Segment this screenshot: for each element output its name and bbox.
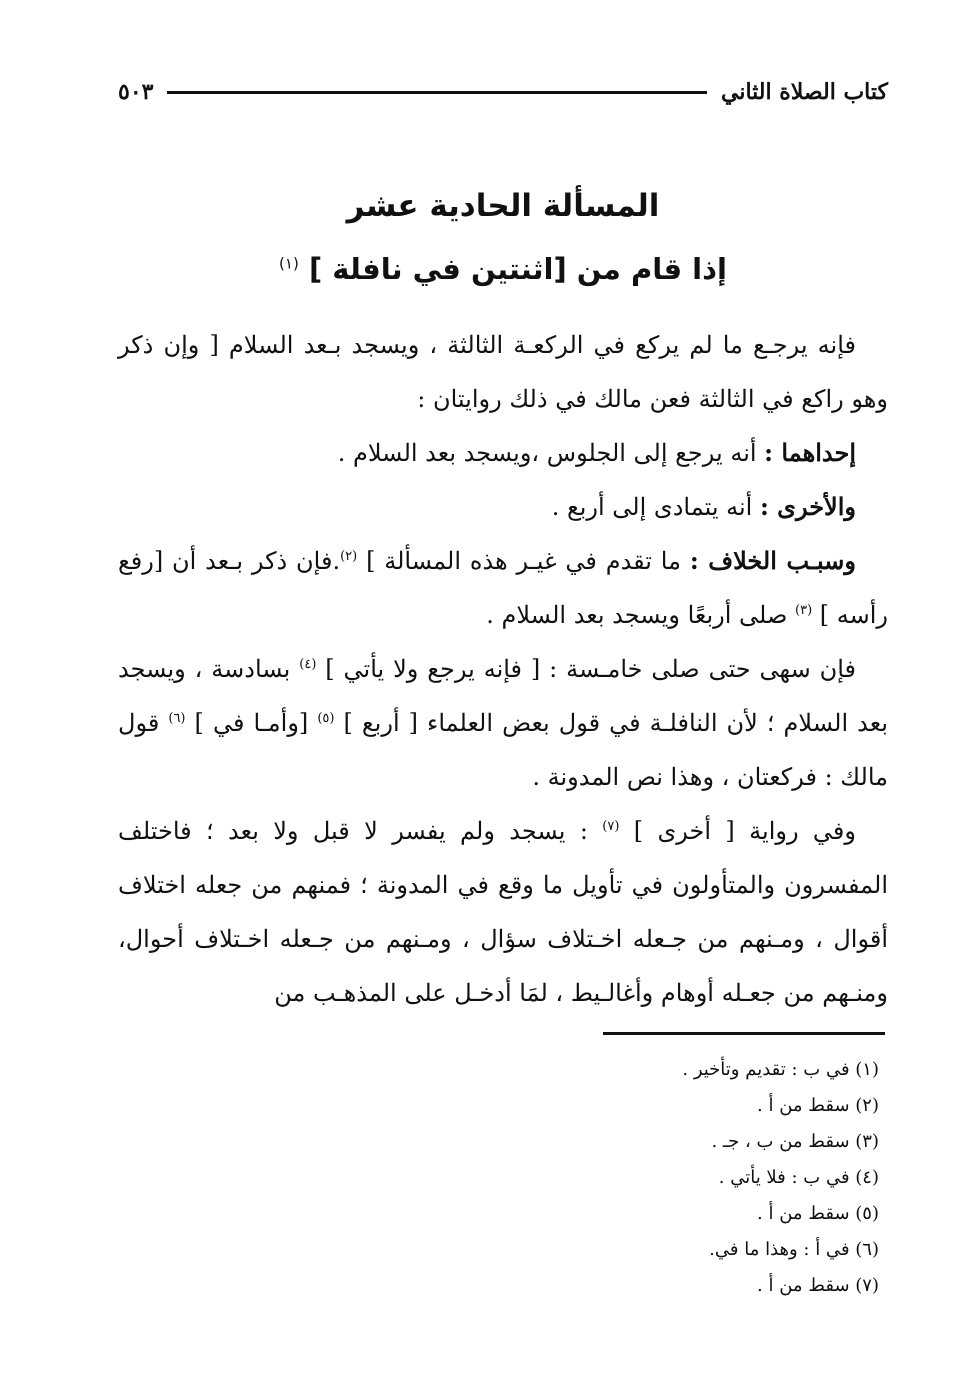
footnote-marker: (٣) <box>795 603 813 618</box>
paragraph <box>118 480 888 534</box>
paragraph-label: والأخرى : <box>759 492 856 521</box>
paragraph-text: ما تقدم في غيـر هذه المسألة ] <box>357 547 690 575</box>
section-subtitle <box>118 252 888 286</box>
paragraph: فإنه يرجـع ما لم يركع في الركعـة الثالثة ، ويسجد بـعد السلام [ وإن ذكر وهو راكع في الثالثة فعن مالك في ذلك روايتان : <box>118 331 888 413</box>
footnote-marker: (٤) <box>299 657 317 672</box>
footnote-marker: (١) <box>279 254 299 273</box>
footnote-marker: (٥) <box>317 711 335 726</box>
paragraph-text: صلى أربعًا ويسجد بعد السلام . <box>486 601 795 629</box>
footnote: (٣) سقط من ب ، جـ . <box>711 1131 879 1152</box>
running-header <box>118 72 888 112</box>
paragraph-text: : يسجد ولم يفسر لا قبل ولا بعد ؛ فاختلف المفسرون والمتأولون في تأويل ما وقع في المدونة ؛ فمنهم من جعله اختلاف أقوال ، ومـنهم من جـعله اخـتلاف سؤال ، ومـنهم من جـعله اخـتلاف أحوال، ومنـهم من جعـله أوهام وأغالـيط ، لمَا أدخـل على المذهـب من <box>118 817 888 1007</box>
header-rule <box>167 91 707 94</box>
paragraph-text: فإن سهى حتى صلى خامـسة : [ فإنه يرجع ولا يأتي ] <box>316 655 857 683</box>
paragraph-text: بسادسة ، ويسجد بعد السلام ؛ لأن النافلـة في قول بعض العلماء [ أربع ] <box>118 655 889 737</box>
paragraph <box>118 534 888 642</box>
footnote: (٤) في ب : فلا يأتي . <box>718 1167 879 1188</box>
paragraph-text: أنه يتمادى إلى أربع . <box>551 493 760 521</box>
paragraph <box>118 642 888 804</box>
footnote-marker: (٦) <box>168 711 186 726</box>
footnote: (٥) سقط من أ . <box>757 1203 879 1224</box>
subtitle-text: إذا قام من [اثنتين في نافلة ] <box>308 252 727 286</box>
footnotes <box>300 1052 883 1304</box>
section-title: المسألة الحادية عشر <box>346 188 660 224</box>
paragraph <box>118 426 888 480</box>
paragraph-text: وفي رواية [ أخرى ] <box>619 817 856 845</box>
footnote-separator <box>603 1032 885 1035</box>
footnote: (٧) سقط من أ . <box>757 1275 879 1296</box>
paragraph-text: [وأمـا في ] <box>185 709 318 737</box>
paragraph-text: أنه يرجع إلى الجلوس ،ويسجد بعد السلام . <box>337 439 765 467</box>
paragraph-text: قول مالك : فركعتان ، وهذا نص المدونة . <box>118 709 888 791</box>
paragraph <box>118 804 888 1020</box>
paragraph-label: وسبـب الخلاف : <box>689 546 856 575</box>
footnote: (١) في ب : تقديم وتأخير . <box>682 1059 879 1080</box>
paragraph-text: .فإن ذكر بـعد أن [رفع رأسه ] <box>118 547 888 629</box>
body-text <box>118 318 888 1020</box>
footnote: (٦) في أ : وهذا ما في. <box>709 1239 879 1260</box>
book-title: كتاب الصلاة الثاني <box>720 79 888 105</box>
footnote-marker: (٢) <box>340 549 358 564</box>
footnote: (٢) سقط من أ . <box>757 1095 879 1116</box>
paragraph-label: إحداهما : <box>764 438 856 467</box>
footnote-marker: (٧) <box>602 819 620 834</box>
page-number: ٥٠٣ <box>118 79 154 105</box>
